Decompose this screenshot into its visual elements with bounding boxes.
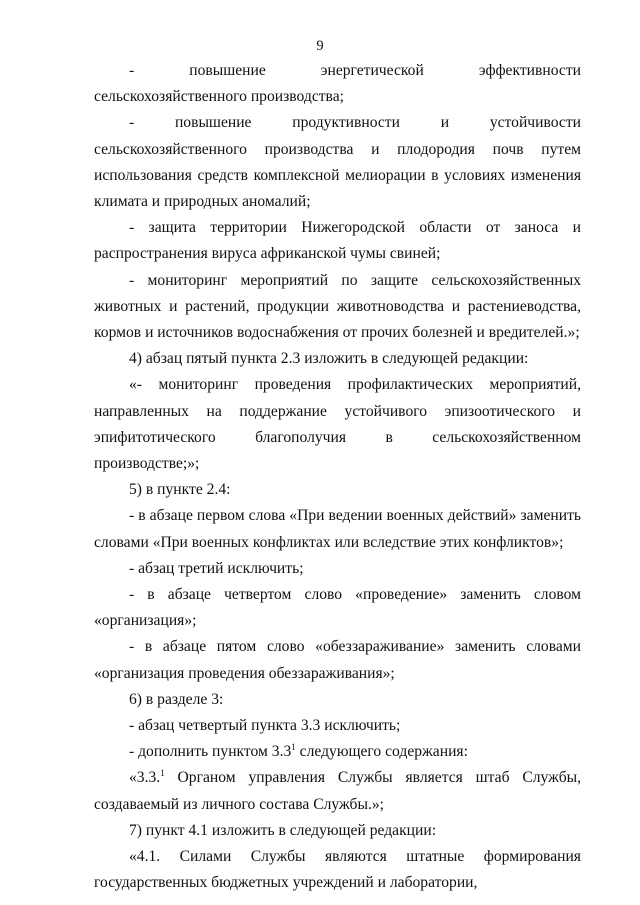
paragraph-text: «3.3. — [129, 769, 161, 787]
paragraph: - абзац четвертый пункта 3.3 исключить; — [129, 717, 401, 735]
paragraph: 4) абзац пятый пункта 2.3 изложить в следующей редакции: — [129, 350, 529, 368]
page-number: 9 — [316, 38, 324, 54]
paragraph: - мониторинг мероприятий по защите сельскохозяйственных животных и растений, продукции животноводства и растениеводства, кормов и источников водоснабжения от прочих болезней и вредителей.»; — [94, 271, 581, 342]
paragraph: 7) пункт 4.1 изложить в следующей редакции: — [129, 821, 437, 839]
superscript: 1 — [291, 742, 296, 753]
paragraph: - защита территории Нижегородской области от заноса и распространения вируса африканской чумы свиней; — [94, 219, 581, 263]
paragraph-text: Органом управления Службы является штаб Службы, создаваемый из личного состава Службы.»; — [94, 769, 581, 813]
paragraph: - абзац третий исключить; — [129, 559, 304, 577]
paragraph-text: - дополнить пунктом 3.3 — [129, 743, 292, 761]
paragraph: «4.1. Силами Службы являются штатные формирования государственных бюджетных учреждений и лаборатории, — [94, 848, 581, 892]
paragraph — [94, 739, 581, 765]
paragraph: - в абзаце пятом слово «обеззараживание» заменить словами «организация проведения обеззараживания»; — [94, 638, 581, 682]
paragraph-text: следующего содержания: — [295, 743, 468, 761]
paragraph: - в абзаце четвертом слово «проведение» заменить словом «организация»; — [94, 586, 581, 630]
paragraph: 6) в разделе 3: — [129, 690, 224, 708]
paragraph — [94, 765, 581, 817]
paragraph: 5) в пункте 2.4: — [129, 481, 231, 499]
paragraph: - повышение продуктивности и устойчивости сельскохозяйственного производства и плодородия почв путем использования средств комплексной мелиорации в условиях изменения климата и природных аномалий; — [94, 114, 581, 211]
paragraph: - повышение энергетической эффективности сельскохозяйственного производства; — [94, 62, 581, 106]
paragraph: «- мониторинг проведения профилактических мероприятий, направленных на поддержание устойчивого эпизоотического и эпифитотического благополучия в сельскохозяйственном производстве;»; — [94, 376, 581, 473]
paragraph: - в абзаце первом слова «При ведении военных действий» заменить словами «При военных конфликтах или вследствие этих конфликтов»; — [94, 507, 581, 551]
superscript: 1 — [160, 768, 165, 779]
document-body — [94, 58, 581, 897]
